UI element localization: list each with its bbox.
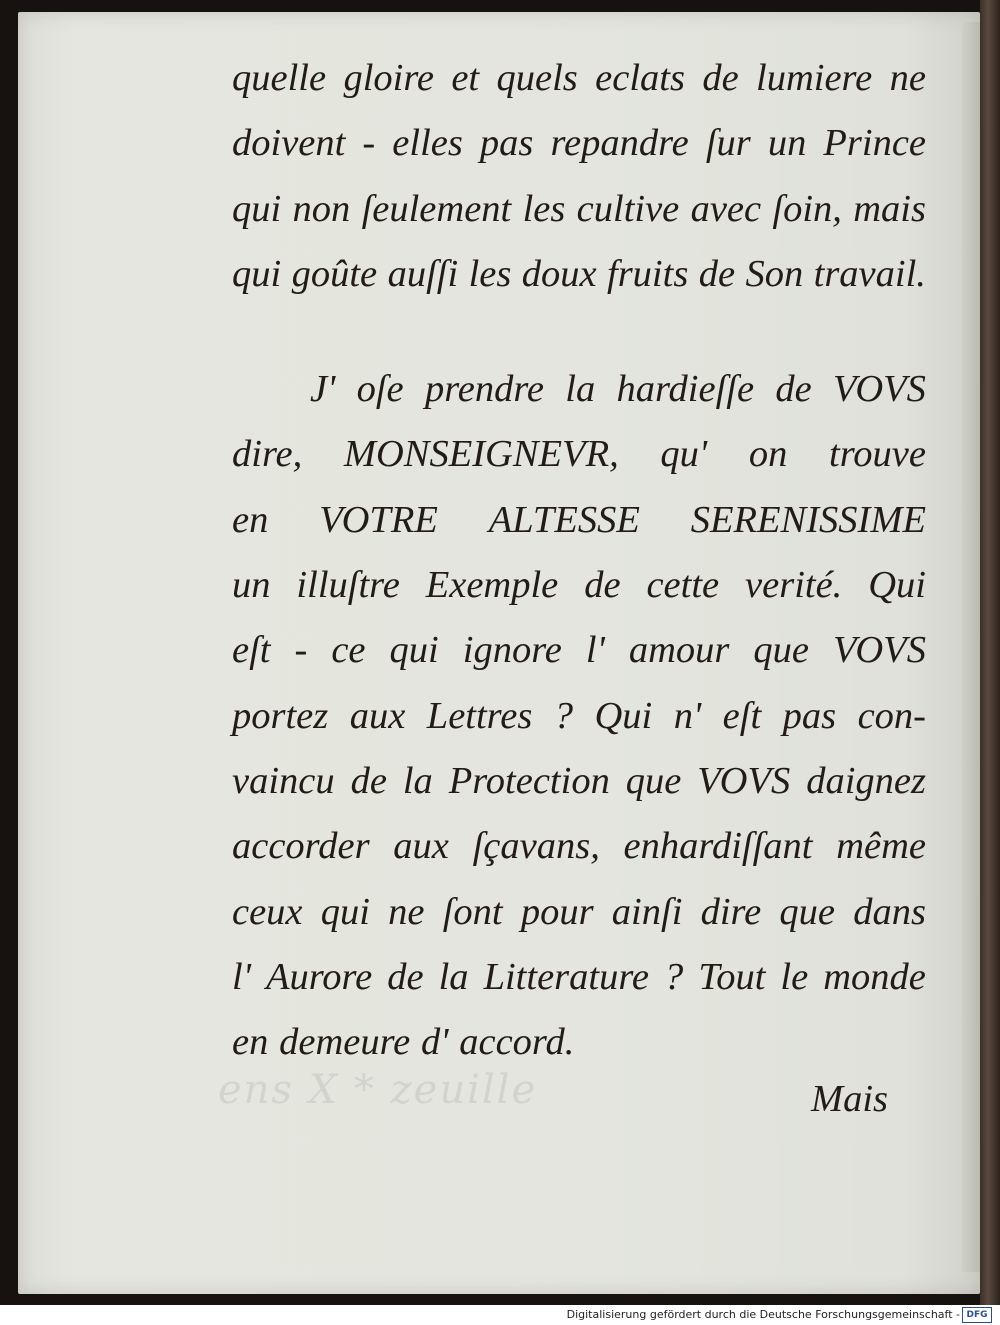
word: eclats [595, 57, 685, 99]
book-page [18, 12, 980, 1294]
word: avec [690, 187, 762, 230]
word: eſt [722, 694, 762, 737]
word: hardieſſe [616, 368, 755, 411]
word: que [753, 629, 809, 672]
word: portez [232, 694, 329, 737]
word: en [232, 498, 269, 541]
text-line [232, 749, 926, 814]
text-line [232, 111, 926, 176]
word: lumiere [756, 57, 873, 99]
paragraph-2 [232, 357, 926, 1075]
word: con- [857, 694, 926, 737]
word: le [780, 955, 809, 998]
word: cette [646, 564, 720, 607]
word: prendre [424, 368, 544, 411]
word: de [775, 368, 812, 411]
dfg-logo-icon: DFG [962, 1307, 992, 1323]
word: n' [673, 694, 702, 737]
word: qui [320, 890, 370, 933]
word: eſt [232, 629, 271, 672]
word: MONSEIGNEVR, [343, 433, 619, 476]
text-line [232, 1010, 926, 1075]
word: d' [421, 1021, 449, 1064]
word: ſont [442, 890, 503, 933]
word: qui [232, 187, 282, 230]
word: VOVS [833, 629, 926, 672]
word: vaincu [232, 759, 335, 802]
text-line [232, 684, 926, 749]
word: Protection [448, 759, 610, 802]
word: repandre [550, 122, 689, 165]
word: la [402, 759, 433, 802]
word: de [698, 252, 736, 295]
word: J' [310, 368, 336, 411]
word: de [702, 57, 739, 99]
word: aux [393, 825, 449, 868]
word: Qui [868, 564, 926, 607]
funding-credit: Digitalisierung gefördert durch die Deutsche Forschungsgemeinschaft - [566, 1308, 960, 1321]
word: Lettres [426, 694, 533, 737]
word: de [584, 564, 621, 607]
word: Aurore [265, 955, 373, 998]
word: Exemple [425, 564, 559, 607]
catchword: Mais [811, 1078, 888, 1120]
word: gloire [343, 57, 434, 99]
word: et [451, 57, 480, 99]
text-line [232, 553, 926, 618]
word: que [779, 890, 836, 933]
word: fruits [607, 252, 689, 295]
text-line [232, 488, 926, 553]
word: oſe [356, 368, 404, 411]
word: auſſi [387, 252, 459, 295]
word: trouve [829, 433, 926, 476]
text-line [232, 242, 926, 307]
word: verité. [745, 564, 843, 607]
word: qui [232, 252, 282, 295]
word: monde [823, 955, 926, 998]
text-line [232, 357, 926, 422]
word: les [522, 187, 566, 230]
word: ce [331, 629, 366, 672]
word: ſur [705, 122, 751, 165]
word: un [767, 122, 807, 165]
book-spine [980, 0, 1000, 1305]
word: qu' [660, 433, 708, 476]
word: amour [628, 629, 730, 672]
word: l' [585, 629, 605, 672]
word: dire, [232, 433, 303, 476]
word: en [232, 1021, 269, 1064]
word: doivent [232, 122, 346, 165]
word: accord. [459, 1021, 575, 1064]
word: ainſi [611, 890, 683, 933]
word: demeure [279, 1021, 411, 1064]
word: - [294, 629, 308, 672]
word: pas [479, 122, 534, 165]
text-line [232, 177, 926, 242]
word: dire [700, 890, 762, 933]
text-line [232, 880, 926, 945]
word: accorder [232, 825, 370, 868]
word: que [625, 759, 682, 802]
word: de [387, 955, 424, 998]
word: pas [782, 694, 837, 737]
word: mais [853, 187, 926, 230]
word: ignore [462, 629, 562, 672]
paragraph-1 [232, 46, 926, 307]
word: quels [496, 57, 578, 99]
text-line [232, 422, 926, 487]
word: la [438, 955, 469, 998]
word: travail. [813, 252, 926, 295]
word: ſçavans, [472, 825, 600, 868]
text-line [232, 618, 926, 683]
word: dans [853, 890, 926, 933]
word: VOTRE [319, 498, 438, 541]
word: on [748, 433, 788, 476]
word: SERENISSIME [690, 498, 926, 541]
word: cultive [576, 187, 680, 230]
word: ne [889, 57, 926, 99]
word: de [350, 759, 387, 802]
word: ſoin, [772, 187, 842, 230]
word: même [836, 825, 926, 868]
word: l' [232, 955, 251, 998]
page-text [232, 46, 926, 1075]
page-edge [962, 22, 980, 1272]
word: elles [392, 122, 463, 165]
word: pour [520, 890, 594, 933]
word: VOVS [832, 368, 926, 411]
word: - [362, 122, 376, 165]
word: ? [664, 955, 684, 998]
word: non [292, 187, 351, 230]
text-line [232, 945, 926, 1010]
word: ſeulement [361, 187, 512, 230]
digitization-footer [0, 1305, 1000, 1325]
word: qui [389, 629, 439, 672]
word: ALTESSE [488, 498, 640, 541]
word: aux [349, 694, 406, 737]
word: Prince [823, 122, 926, 165]
word: daignez [806, 759, 926, 802]
bleed-through-text: ens X * zeuille [218, 1067, 538, 1113]
word: illuſtre [296, 564, 400, 607]
word: quelle [232, 57, 327, 99]
text-line [232, 814, 926, 879]
word: VOVS [697, 759, 791, 802]
word: Qui [594, 694, 653, 737]
word: la [565, 368, 596, 411]
word: doux [521, 252, 597, 295]
word: goûte [291, 252, 378, 295]
text-line [232, 46, 926, 111]
word: ne [388, 890, 425, 933]
word: ? [553, 694, 574, 737]
word: ceux [232, 890, 303, 933]
word: un [232, 564, 271, 607]
word: Litterature [483, 955, 649, 998]
word: Tout [698, 955, 766, 998]
word: Son [745, 252, 804, 295]
word: enhardiſſant [623, 825, 813, 868]
word: les [468, 252, 512, 295]
